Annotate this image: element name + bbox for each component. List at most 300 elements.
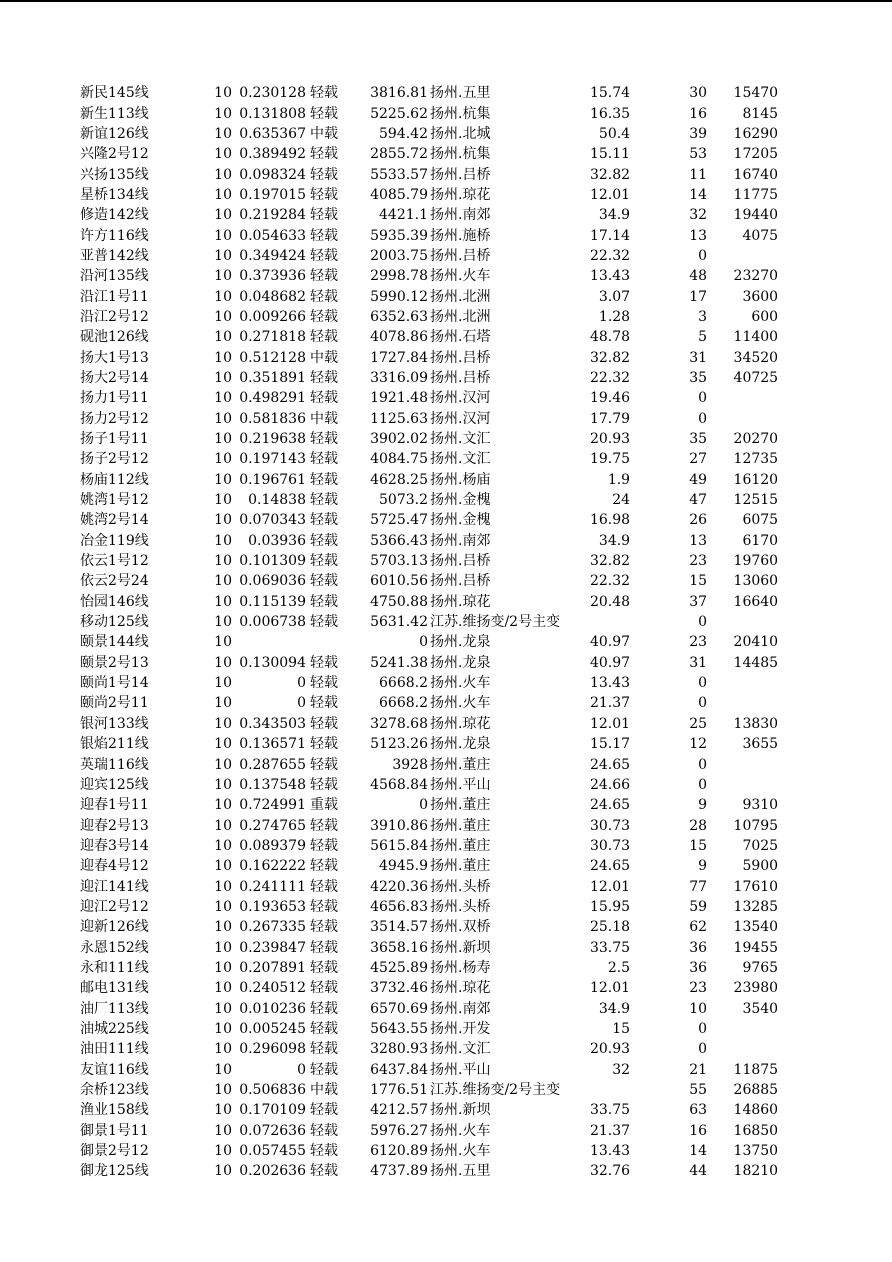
table-row [80, 592, 778, 612]
substation-cell: 江苏.维扬变/2号主变 [430, 614, 561, 631]
substation-load-cell: 32 [612, 1061, 631, 1078]
voltage-cell: 10 [214, 268, 232, 285]
voltage-cell: 10 [214, 919, 232, 936]
voltage-cell: 10 [214, 288, 232, 305]
substation-load-cell: 24.65 [589, 797, 631, 814]
substation-cell: 扬州.杭集 [430, 105, 491, 122]
line-name-cell: 姚湾2号14 [80, 512, 149, 529]
user-count-cell: 21 [689, 1061, 708, 1078]
capacity-cell: 11775 [733, 186, 779, 203]
substation-cell: 扬州.琼花 [430, 715, 491, 732]
voltage-cell: 10 [214, 1163, 232, 1180]
load-rate-cell: 0.130094 [239, 654, 306, 671]
line-name-cell: 余桥123线 [80, 1082, 149, 1099]
line-name-cell: 沿江2号12 [80, 308, 149, 325]
load-rate-cell: 0.240512 [239, 980, 306, 997]
user-count-cell: 9 [698, 858, 708, 875]
user-count-cell: 35 [689, 369, 708, 386]
load-status-cell: 轻载 [310, 512, 338, 529]
load-rate-cell: 0.196761 [239, 471, 306, 488]
substation-load-cell: 12.01 [589, 878, 631, 895]
remaining-capacity-cell: 2855.72 [370, 146, 428, 163]
voltage-cell: 10 [214, 166, 232, 183]
line-name-cell: 依云2号24 [80, 573, 149, 590]
load-rate-cell: 0.170109 [239, 1102, 306, 1119]
remaining-capacity-cell: 4212.57 [370, 1102, 428, 1119]
capacity-cell [707, 1039, 778, 1059]
user-count-cell: 32 [689, 207, 708, 224]
remaining-capacity-cell: 3928 [392, 756, 428, 773]
table-row [80, 144, 778, 164]
substation-load-cell: 32.82 [589, 166, 631, 183]
load-status-cell: 轻载 [310, 593, 338, 610]
substation-load-cell: 15.74 [589, 85, 631, 102]
voltage-cell: 10 [214, 675, 232, 692]
voltage-cell: 10 [214, 125, 232, 142]
capacity-cell: 15470 [733, 85, 779, 102]
load-status-cell: 轻载 [310, 817, 338, 834]
load-rate-cell: 0.048682 [239, 288, 306, 305]
voltage-cell: 10 [214, 959, 232, 976]
substation-cell: 扬州.施桥 [430, 227, 491, 244]
load-status-cell: 轻载 [310, 308, 338, 325]
remaining-capacity-cell: 594.42 [379, 125, 428, 142]
substation-load-cell: 1.28 [598, 308, 631, 325]
voltage-cell: 10 [214, 492, 232, 509]
load-status-cell: 轻载 [310, 715, 338, 732]
capacity-cell: 3540 [742, 1000, 779, 1017]
user-count-cell: 44 [689, 1163, 708, 1180]
line-name-cell: 扬力1号11 [80, 390, 149, 407]
user-count-cell: 23 [689, 980, 708, 997]
capacity-cell: 20410 [733, 634, 779, 651]
table-row [80, 388, 778, 408]
load-status-cell [306, 632, 348, 652]
line-name-cell: 扬大2号14 [80, 369, 149, 386]
substation-cell: 扬州.琼花 [430, 980, 491, 997]
voltage-cell: 10 [214, 593, 232, 610]
line-name-cell: 迎春2号13 [80, 817, 149, 834]
table-body [80, 83, 778, 1182]
capacity-cell: 16640 [733, 593, 779, 610]
load-rate-cell: 0 [297, 675, 306, 692]
substation-load-cell: 12.01 [589, 186, 631, 203]
substation-load-cell: 15 [612, 1020, 631, 1037]
line-name-cell: 邮电131线 [80, 980, 149, 997]
substation-cell: 扬州.吕桥 [430, 369, 491, 386]
remaining-capacity-cell: 4750.88 [370, 593, 428, 610]
substation-cell: 扬州.新坝 [430, 939, 491, 956]
user-count-cell: 39 [689, 125, 708, 142]
remaining-capacity-cell: 6352.63 [370, 308, 428, 325]
user-count-cell: 31 [689, 349, 708, 366]
substation-cell: 扬州.汉河 [430, 410, 491, 427]
remaining-capacity-cell: 6437.84 [370, 1061, 428, 1078]
voltage-cell: 10 [214, 512, 232, 529]
line-name-cell: 冶金119线 [80, 532, 149, 549]
table-row [80, 795, 778, 815]
load-status-cell: 中载 [310, 410, 338, 427]
load-rate-cell: 0.098324 [239, 166, 306, 183]
line-name-cell: 兴扬135线 [80, 166, 149, 183]
substation-load-cell: 32.82 [589, 349, 631, 366]
user-count-cell: 10 [689, 1000, 708, 1017]
voltage-cell: 10 [214, 308, 232, 325]
load-status-cell: 轻载 [310, 878, 338, 895]
capacity-cell [707, 754, 778, 774]
remaining-capacity-cell: 1727.84 [370, 349, 428, 366]
capacity-cell: 3655 [742, 736, 779, 753]
substation-cell: 扬州.吕桥 [430, 247, 491, 264]
remaining-capacity-cell: 1125.63 [370, 410, 428, 427]
voltage-cell: 10 [214, 1000, 232, 1017]
load-rate-cell: 0.239847 [239, 939, 306, 956]
load-status-cell: 轻载 [310, 329, 338, 346]
table-row [80, 327, 778, 347]
line-name-cell: 扬子2号12 [80, 451, 149, 468]
load-rate-cell: 0.287655 [239, 756, 306, 773]
voltage-cell: 10 [214, 1082, 232, 1099]
remaining-capacity-cell: 5703.13 [370, 553, 428, 570]
capacity-cell: 19440 [733, 207, 779, 224]
substation-cell: 扬州.北洲 [430, 308, 491, 325]
user-count-cell: 31 [689, 654, 708, 671]
voltage-cell: 10 [214, 756, 232, 773]
substation-cell: 江苏.维扬变/2号主变 [430, 1082, 561, 1099]
substation-load-cell: 33.75 [589, 1102, 631, 1119]
load-status-cell: 轻载 [310, 1000, 338, 1017]
user-count-cell: 47 [689, 492, 708, 509]
capacity-cell: 5900 [742, 858, 779, 875]
load-status-cell: 轻载 [310, 85, 338, 102]
load-rate-cell: 0.072636 [239, 1122, 306, 1139]
load-status-cell: 轻载 [310, 471, 338, 488]
table-row [80, 83, 778, 103]
load-rate-cell: 0.230128 [239, 85, 306, 102]
voltage-cell: 10 [214, 471, 232, 488]
capacity-cell: 4075 [742, 227, 779, 244]
voltage-cell: 10 [214, 390, 232, 407]
line-name-cell: 银焰211线 [80, 736, 149, 753]
remaining-capacity-cell: 3280.93 [370, 1041, 428, 1058]
remaining-capacity-cell: 4421.1 [379, 207, 428, 224]
remaining-capacity-cell: 6120.89 [370, 1143, 428, 1160]
substation-load-cell: 13.43 [589, 1143, 631, 1160]
line-name-cell: 永和111线 [80, 959, 149, 976]
user-count-cell: 14 [689, 186, 708, 203]
load-status-cell: 轻载 [310, 1143, 338, 1160]
load-rate-cell: 0.070343 [239, 512, 306, 529]
table-row [80, 693, 778, 713]
user-count-cell: 0 [698, 1020, 708, 1037]
substation-load-cell: 13.43 [589, 675, 631, 692]
table-row [80, 1039, 778, 1059]
capacity-cell: 17205 [733, 146, 779, 163]
load-status-cell: 中载 [310, 1082, 338, 1099]
capacity-cell: 16290 [733, 125, 779, 142]
capacity-cell [707, 1019, 778, 1039]
line-name-cell: 颐尚1号14 [80, 675, 149, 692]
line-name-cell: 杨庙112线 [80, 471, 149, 488]
voltage-cell: 10 [214, 939, 232, 956]
load-rate-cell: 0.271818 [239, 329, 306, 346]
load-rate-cell: 0.343503 [239, 715, 306, 732]
load-rate-cell: 0.635367 [239, 125, 306, 142]
table-row [80, 632, 778, 652]
load-rate-cell: 0.498291 [239, 390, 306, 407]
user-count-cell: 28 [689, 817, 708, 834]
table-row [80, 470, 778, 490]
remaining-capacity-cell: 4945.9 [379, 858, 428, 875]
substation-cell: 扬州.吕桥 [430, 349, 491, 366]
substation-load-cell [560, 1080, 630, 1100]
load-status-cell: 轻载 [310, 390, 338, 407]
substation-load-cell: 21.37 [589, 695, 631, 712]
user-count-cell: 35 [689, 431, 708, 448]
substation-cell: 扬州.琼花 [430, 186, 491, 203]
remaining-capacity-cell: 3316.09 [370, 369, 428, 386]
load-rate-cell: 0.137548 [239, 776, 306, 793]
load-status-cell: 重载 [310, 797, 338, 814]
substation-load-cell: 19.46 [589, 390, 631, 407]
remaining-capacity-cell: 4084.75 [370, 451, 428, 468]
user-count-cell: 9 [698, 797, 708, 814]
user-count-cell: 0 [698, 390, 708, 407]
remaining-capacity-cell: 5631.42 [370, 614, 428, 631]
remaining-capacity-cell: 6010.56 [370, 573, 428, 590]
capacity-cell: 40725 [733, 369, 779, 386]
substation-cell: 扬州.石塔 [430, 329, 491, 346]
remaining-capacity-cell: 4737.89 [370, 1163, 428, 1180]
line-name-cell: 扬子1号11 [80, 431, 149, 448]
remaining-capacity-cell: 4078.86 [370, 329, 428, 346]
substation-cell: 扬州.火车 [430, 695, 491, 712]
remaining-capacity-cell: 3910.86 [370, 817, 428, 834]
line-name-cell: 新谊126线 [80, 125, 149, 142]
load-rate-cell: 0.005245 [239, 1020, 306, 1037]
load-rate-cell: 0 [297, 695, 306, 712]
line-name-cell: 迎新126线 [80, 919, 149, 936]
user-count-cell: 14 [689, 1143, 708, 1160]
substation-load-cell: 32.76 [589, 1163, 631, 1180]
voltage-cell: 10 [214, 736, 232, 753]
substation-cell: 扬州.开发 [430, 1020, 491, 1037]
table-row [80, 897, 778, 917]
voltage-cell: 10 [214, 715, 232, 732]
load-status-cell: 轻载 [310, 980, 338, 997]
load-status-cell: 轻载 [310, 431, 338, 448]
user-count-cell: 5 [698, 329, 708, 346]
substation-load-cell: 20.93 [589, 1041, 631, 1058]
line-name-cell: 颐尚2号11 [80, 695, 149, 712]
substation-load-cell: 50.4 [598, 125, 631, 142]
substation-cell: 扬州.文汇 [430, 431, 491, 448]
voltage-cell: 10 [214, 85, 232, 102]
voltage-cell: 10 [214, 369, 232, 386]
user-count-cell: 48 [689, 268, 708, 285]
remaining-capacity-cell: 6668.2 [379, 695, 428, 712]
substation-cell: 扬州.杨寿 [430, 959, 491, 976]
substation-cell: 扬州.吕桥 [430, 553, 491, 570]
substation-cell: 扬州.火车 [430, 1143, 491, 1160]
substation-cell: 扬州.董庄 [430, 858, 491, 875]
substation-load-cell: 15.11 [589, 146, 631, 163]
remaining-capacity-cell: 5976.27 [370, 1122, 428, 1139]
load-status-cell: 中载 [310, 349, 338, 366]
voltage-cell: 10 [214, 654, 232, 671]
load-rate-cell: 0.03936 [248, 532, 306, 549]
substation-load-cell: 17.79 [589, 410, 631, 427]
voltage-cell: 10 [214, 532, 232, 549]
remaining-capacity-cell: 3658.16 [370, 939, 428, 956]
load-status-cell: 轻载 [310, 919, 338, 936]
line-name-cell: 沿江1号11 [80, 288, 149, 305]
user-count-cell: 0 [698, 695, 708, 712]
table-row [80, 1121, 778, 1141]
line-name-cell: 迎江2号12 [80, 898, 149, 915]
capacity-cell: 6170 [742, 532, 779, 549]
substation-cell: 扬州.杭集 [430, 146, 491, 163]
voltage-cell: 10 [214, 797, 232, 814]
user-count-cell: 0 [698, 247, 708, 264]
substation-cell: 扬州.平山 [430, 776, 491, 793]
table-row [80, 571, 778, 591]
user-count-cell: 16 [689, 105, 708, 122]
load-status-cell: 轻载 [310, 1102, 338, 1119]
load-rate-cell: 0.506836 [239, 1082, 306, 1099]
remaining-capacity-cell: 5241.38 [370, 654, 428, 671]
table-row [80, 714, 778, 734]
line-name-cell: 扬大1号13 [80, 349, 149, 366]
user-count-cell: 53 [689, 146, 708, 163]
substation-load-cell: 22.32 [589, 247, 631, 264]
line-name-cell: 友谊116线 [80, 1061, 149, 1078]
remaining-capacity-cell: 3816.81 [370, 85, 428, 102]
load-rate-cell: 0.274765 [239, 817, 306, 834]
voltage-cell: 10 [214, 1102, 232, 1119]
line-name-cell: 渔业158线 [80, 1102, 149, 1119]
line-name-cell: 迎春1号11 [80, 797, 149, 814]
remaining-capacity-cell: 4525.89 [370, 959, 428, 976]
user-count-cell: 15 [689, 573, 708, 590]
remaining-capacity-cell: 6570.69 [370, 1000, 428, 1017]
capacity-cell: 12735 [733, 451, 779, 468]
capacity-cell: 20270 [733, 431, 779, 448]
capacity-cell: 10795 [733, 817, 779, 834]
capacity-cell [707, 612, 778, 632]
voltage-cell: 10 [214, 247, 232, 264]
load-status-cell: 轻载 [310, 695, 338, 712]
table-row [80, 368, 778, 388]
remaining-capacity-cell: 4568.84 [370, 776, 428, 793]
line-name-cell: 许方116线 [80, 227, 149, 244]
voltage-cell: 10 [214, 105, 232, 122]
voltage-cell: 10 [214, 634, 232, 651]
table-row [80, 1019, 778, 1039]
remaining-capacity-cell: 1776.51 [370, 1082, 428, 1099]
load-status-cell: 轻载 [310, 451, 338, 468]
remaining-capacity-cell: 3902.02 [370, 431, 428, 448]
load-rate-cell: 0.202636 [239, 1163, 306, 1180]
remaining-capacity-cell: 4628.25 [370, 471, 428, 488]
load-status-cell: 轻载 [310, 614, 338, 631]
substation-cell: 扬州.琼花 [430, 593, 491, 610]
capacity-cell [707, 246, 778, 266]
capacity-cell [707, 693, 778, 713]
line-name-cell: 扬力2号12 [80, 410, 149, 427]
substation-cell: 扬州.吕桥 [430, 166, 491, 183]
remaining-capacity-cell: 4656.83 [370, 898, 428, 915]
table-row [80, 978, 778, 998]
load-status-cell: 轻载 [310, 268, 338, 285]
substation-cell: 扬州.文汇 [430, 451, 491, 468]
load-rate-cell: 0.101309 [239, 553, 306, 570]
line-name-cell: 油城225线 [80, 1020, 149, 1037]
substation-load-cell: 13.43 [589, 268, 631, 285]
substation-load-cell: 34.9 [598, 1000, 631, 1017]
substation-load-cell: 20.48 [589, 593, 631, 610]
substation-load-cell: 25.18 [589, 919, 631, 936]
capacity-cell: 13830 [733, 715, 779, 732]
capacity-cell: 11400 [733, 329, 779, 346]
substation-cell: 扬州.双桥 [430, 919, 491, 936]
table-row [80, 307, 778, 327]
load-status-cell: 中载 [310, 125, 338, 142]
load-rate-cell: 0.197143 [239, 451, 306, 468]
table-row [80, 1080, 778, 1100]
table-row [80, 775, 778, 795]
load-rate-cell: 0.219638 [239, 431, 306, 448]
capacity-cell: 11875 [733, 1061, 779, 1078]
load-rate-cell: 0.349424 [239, 247, 306, 264]
voltage-cell: 10 [214, 878, 232, 895]
voltage-cell: 10 [214, 695, 232, 712]
remaining-capacity-cell: 3514.57 [370, 919, 428, 936]
remaining-capacity-cell: 0 [419, 797, 428, 814]
table-row [80, 815, 778, 835]
substation-load-cell: 22.32 [589, 369, 631, 386]
capacity-cell [707, 775, 778, 795]
voltage-cell: 10 [214, 146, 232, 163]
substation-load-cell: 15.95 [589, 898, 631, 915]
user-count-cell: 13 [689, 227, 708, 244]
substation-cell: 扬州.北城 [430, 125, 491, 142]
line-name-cell: 星桥134线 [80, 186, 149, 203]
substation-load-cell: 3.07 [598, 288, 631, 305]
substation-load-cell: 24.66 [589, 776, 631, 793]
load-rate-cell: 0 [297, 1061, 306, 1078]
table-row [80, 673, 778, 693]
user-count-cell: 12 [689, 736, 708, 753]
voltage-cell: 10 [214, 776, 232, 793]
table-row [80, 510, 778, 530]
table-row [80, 917, 778, 937]
user-count-cell: 77 [689, 878, 708, 895]
load-status-cell: 轻载 [310, 532, 338, 549]
table-row [80, 998, 778, 1018]
substation-cell: 扬州.南郊 [430, 532, 491, 549]
capacity-cell: 23980 [733, 980, 779, 997]
voltage-cell: 10 [214, 329, 232, 346]
user-count-cell: 0 [698, 614, 708, 631]
load-status-cell: 轻载 [310, 1020, 338, 1037]
load-rate-cell [232, 632, 306, 652]
table-row [80, 164, 778, 184]
load-rate-cell: 0.131808 [239, 105, 306, 122]
substation-load-cell: 19.75 [589, 451, 631, 468]
voltage-cell: 10 [214, 431, 232, 448]
capacity-cell [707, 409, 778, 429]
